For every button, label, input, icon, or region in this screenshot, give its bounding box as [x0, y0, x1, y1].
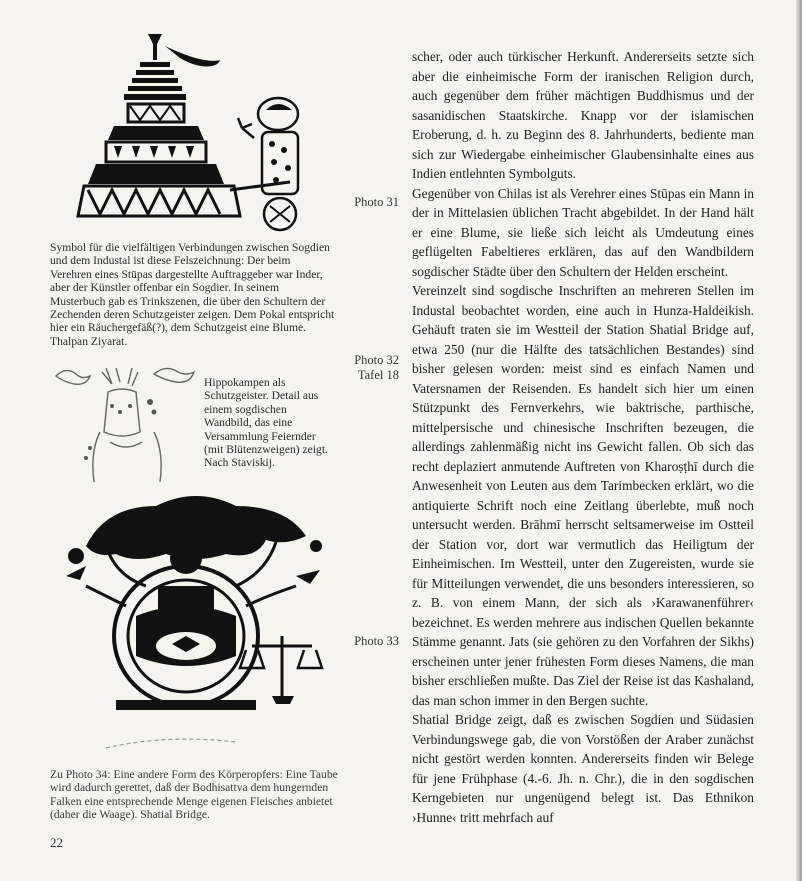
margin-ref-tafel-18: Tafel 18: [357, 368, 399, 382]
stupa-rock-drawing: [70, 28, 340, 240]
margin-ref-photo-31: Photo 31: [354, 195, 399, 209]
paragraph: Gegenüber von Chilas ist als Verehrer eines Stūpas ein Mann in der in Mittelasien üblichen Tracht abgebildet. In der Hand hält er eine Blume, sie ließe sich leicht als Umdeutung eines geflügelten Fabeltieres erklären, das auf den Wandbildern sogdischer Städte über den Schultern der Helden erscheint.: [412, 185, 754, 279]
caption-bodhisattva: Zu Photo 34: Eine andere Form des Körperopfers: Eine Taube wird dadurch gerettet, daß der Bodhisattva dem hungernden Falken eine entsprechende Menge eigenen Fleisches anbietet (daher die Waage). Shatial Bridge.: [50, 768, 338, 822]
body-text-column: [412, 47, 754, 827]
paragraph: Vereinzelt sind sogdische Inschriften an mehreren Stellen im Industal beobachtet worden, eine auch in Hunza-Haldeikish. Gehäuft traten sie im Westteil der Station Shatial Bridge auf, etwa 250 (nur die Hälfte des tatsächlichen Bestandes) sind bisher gelesen worden: meist sind es einfach Namen und Vatersnamen der Reisenden. Es handelt sich hier um einen Stützpunkt des Fernverkehrs, wie baktrische, parthische, mittelpersische und chinesische Inschriften bezeugen, die allerdings zahlenmäßig nicht ins Gewicht fallen. Ob sich das recht deplaziert anmutende Auftreten von Kharoṣṭhī durch die Anwesenheit von Leuten aus dem Tarimbecken erklärt, wo die antiquierte Schrift noch eine Zeitlang überlebte, muß noch untersucht werden. Brāhmī herrscht seltsamerweise im Ostteil der Station vor, dort war vermutlich das Heiligtum der Einheimischen. Im Westteil, unter den Zugereisten, wurde sie für Mitteilungen verwendet, die uns besonders interessieren, so z. B. von einem Mann, der sich als ›Karawanenführer‹ bezeichnet. Es werden mehrere aus indischen Quellen bekannte Stämme genannt. Jats (sie gehören zu den Vorfahren der Sikhs) erscheinen unter jener frühesten Form dieses Namens, die man bisher erschließen mußte. Das Ziel der Reise ist das Kashaland, das man schon immer in den Bergen suchte.: [412, 283, 754, 708]
caption-stupa-drawing: Symbol für die vielfältigen Verbindungen zwischen Sogdien und dem Industal ist diese Felszeichnung: Der beim Verehren eines Stūpas dargestellte Auftraggeber war Inder, aber der Künstler offenbar ein Sogdier. In seinem Musterbuch gab es Trinkszenen, die über den Schultern der Zechenden deren Schutzgeister zeigen. Dem Pokal entspricht hier ein Räuchergefäß(?), dem Schutzgeist eine Blume. Thalpan Ziyarat.: [50, 241, 335, 348]
paragraph: Shatial Bridge zeigt, daß es zwischen Sogdien und Südasien Verbindungswege gab, die von Vorstößen der Araber zunächst nicht gestört werden konnten. Andererseits finden wir Belege für jene Frühphase (4.-6. Jh. n. Chr.), die in den sogdischen Kerngebieten nur ungenügend belegt ist. Das Ethnikon ›Hunne‹ tritt mehrfach auf: [412, 712, 754, 825]
book-gutter-edge: [796, 0, 802, 881]
margin-ref-photo-32: Photo 32: [354, 353, 399, 367]
caption-hippocampi: Hippokampen als Schutzgeister. Detail aus einem sogdischen Wandbild, das eine Versammlung Feiernder (mit Blütenzweigen) zeigt. Nach Staviskij.: [204, 376, 328, 470]
hippocampi-wall-painting: [50, 362, 200, 492]
margin-ref-photo-33: Photo 33: [354, 634, 399, 648]
paragraph: scher, oder auch türkischer Herkunft. Andererseits setzte sich aber die einheimische Form der iranischen Religion durch, auch gegenüber dem früher mächtigen Buddhismus und der sasanidischen Staatskirche. Knapp vor der islamischen Eroberung, d. h. zu Beginn des 8. Jahrhunderts, bediente man sich zur Wiedergabe einheimischer Glaubensinhalte eines aus Indien entlehnten Symbolguts.: [412, 49, 754, 181]
page-number: 22: [50, 835, 63, 850]
bodhisattva-rock-drawing: [46, 486, 336, 766]
